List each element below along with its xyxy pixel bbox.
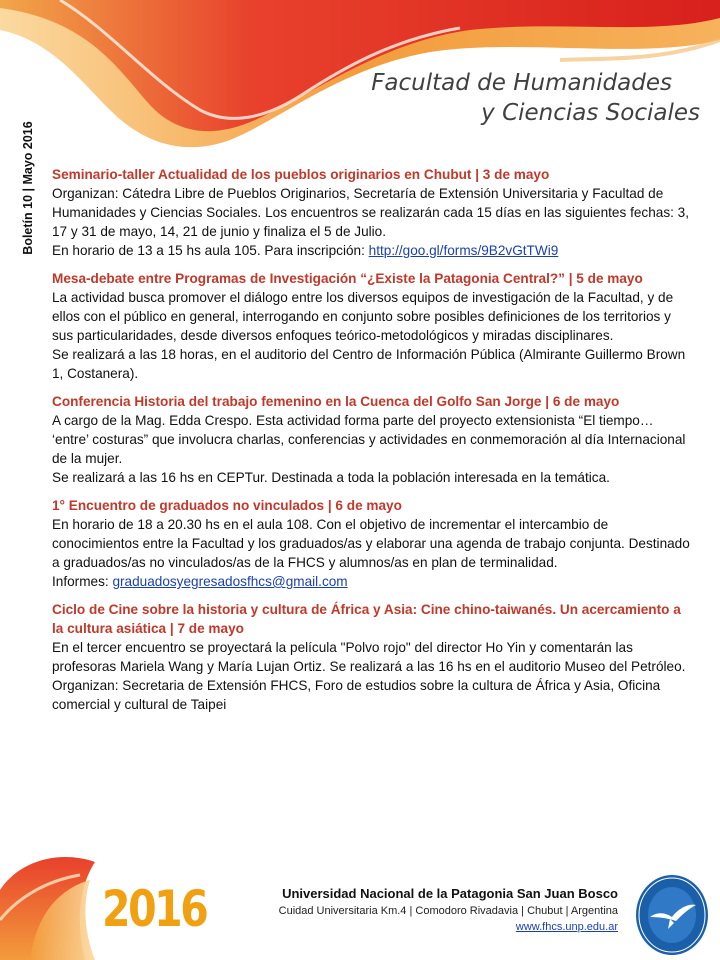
event-item xyxy=(52,600,692,714)
event-description: A cargo de la Mag. Edda Crespo. Esta actividad forma parte del proyecto extensionista “El tiempo… ‘entre’ costuras” que involucra charlas, conferencias y actividades en conmemoración al día Internacional de la mujer. xyxy=(52,413,686,466)
faculty-title xyxy=(360,68,700,128)
event-title: Conferencia Historia del trabajo femenino en la Cuenca del Golfo San Jorge | 6 de mayo xyxy=(52,394,620,409)
faculty-title-line2: y Ciencias Sociales xyxy=(481,100,700,126)
university-name: Universidad Nacional de la Patagonia San Juan Bosco xyxy=(282,886,618,901)
event-item xyxy=(52,269,692,383)
event-item xyxy=(52,392,692,487)
event-title: Ciclo de Cine sobre la historia y cultura de África y Asia: Cine chino-taiwanés. Un acercamiento a la cultura asiática | 7 de mayo xyxy=(52,602,681,636)
footer-info xyxy=(200,885,618,935)
event-contact xyxy=(52,572,692,591)
event-body xyxy=(52,411,692,487)
event-schedule: Se realizará a las 16 hs en CEPTur. Destinada a toda la población interesada en la temática. xyxy=(52,470,610,485)
event-schedule-text: En horario de 13 a 15 hs aula 105. Para inscripción: xyxy=(52,243,369,258)
events-list xyxy=(52,165,692,723)
university-seal-icon xyxy=(634,873,710,957)
bulletin-side-label-wrap xyxy=(21,121,42,255)
event-title: 1° Encuentro de graduados no vinculados | 6 de mayo xyxy=(52,498,402,513)
registration-link[interactable]: http://goo.gl/forms/9B2vGtTWi9 xyxy=(368,243,559,258)
university-address: Cuidad Universitaria Km.4 | Comodoro Rivadavia | Chubut | Argentina xyxy=(278,905,618,917)
event-schedule xyxy=(52,241,692,260)
event-body xyxy=(52,515,692,591)
event-schedule: Se realizará a las 18 horas, en el auditorio del Centro de Información Pública (Almirante Guillermo Brown 1, Costanera). xyxy=(52,347,686,381)
event-description: En el tercer encuentro se proyectará la película "Polvo rojo" del director Ho Yin y comentarán las profesoras Mariela Wang y María Lujan Ortiz. Se realizará a las 16 hs en el auditorio Museo del Petróleo. Organizan: Secretaria de Extensión FHCS, Foro de estudios sobre la cultura de África y Asia, Oficina comercial y cultural de Taipei xyxy=(52,640,686,712)
event-item xyxy=(52,496,692,591)
event-description: En horario de 18 a 20.30 hs en el aula 108. Con el objetivo de incrementar el intercambio de conocimientos entre la Facultad y los graduados/as y elaborar una agenda de trabajo conjunta. Destinado a graduados/as no vinculados/as de la FHCS y alumnos/as en plan de terminalidad. xyxy=(52,517,690,570)
event-contact-text: Informes: xyxy=(52,574,113,589)
event-description: Organizan: Cátedra Libre de Pueblos Originarios, Secretaría de Extensión Universitaria y Facultad de Humanidades y Ciencias Sociales. Los encuentros se realizarán cada 15 días en las siguientes fechas: 3, 17 y 31 de mayo, 14, 21 de junio y finaliza el 5 de Julio. xyxy=(52,186,690,239)
event-body xyxy=(52,288,692,383)
event-title: Seminario-taller Actualidad de los pueblos originarios en Chubut | 3 de mayo xyxy=(52,167,550,182)
event-item xyxy=(52,165,692,260)
event-title: Mesa-debate entre Programas de Investigación “¿Existe la Patagonia Central?” | 5 de mayo xyxy=(52,271,643,286)
contact-email-link[interactable]: graduadosyegresadosfhcs@gmail.com xyxy=(112,574,348,589)
event-body xyxy=(52,638,692,714)
website-link[interactable]: www.fhcs.unp.edu.ar xyxy=(515,921,618,933)
event-description: La actividad busca promover el diálogo entre los diversos equipos de investigación de la Facultad, y de ellos con el público en general, interrogando en conjunto sobre posibles definiciones de los territorios y sus particularidades, desde diversos enfoques teórico-metodológicos y miradas disciplinares. xyxy=(52,290,674,343)
faculty-title-line1: Facultad de Humanidades xyxy=(371,70,672,96)
year-label: 2016 xyxy=(102,880,207,938)
bulletin-side-label: Boletín 10 | Mayo 2016 xyxy=(21,121,35,255)
event-body xyxy=(52,184,692,260)
